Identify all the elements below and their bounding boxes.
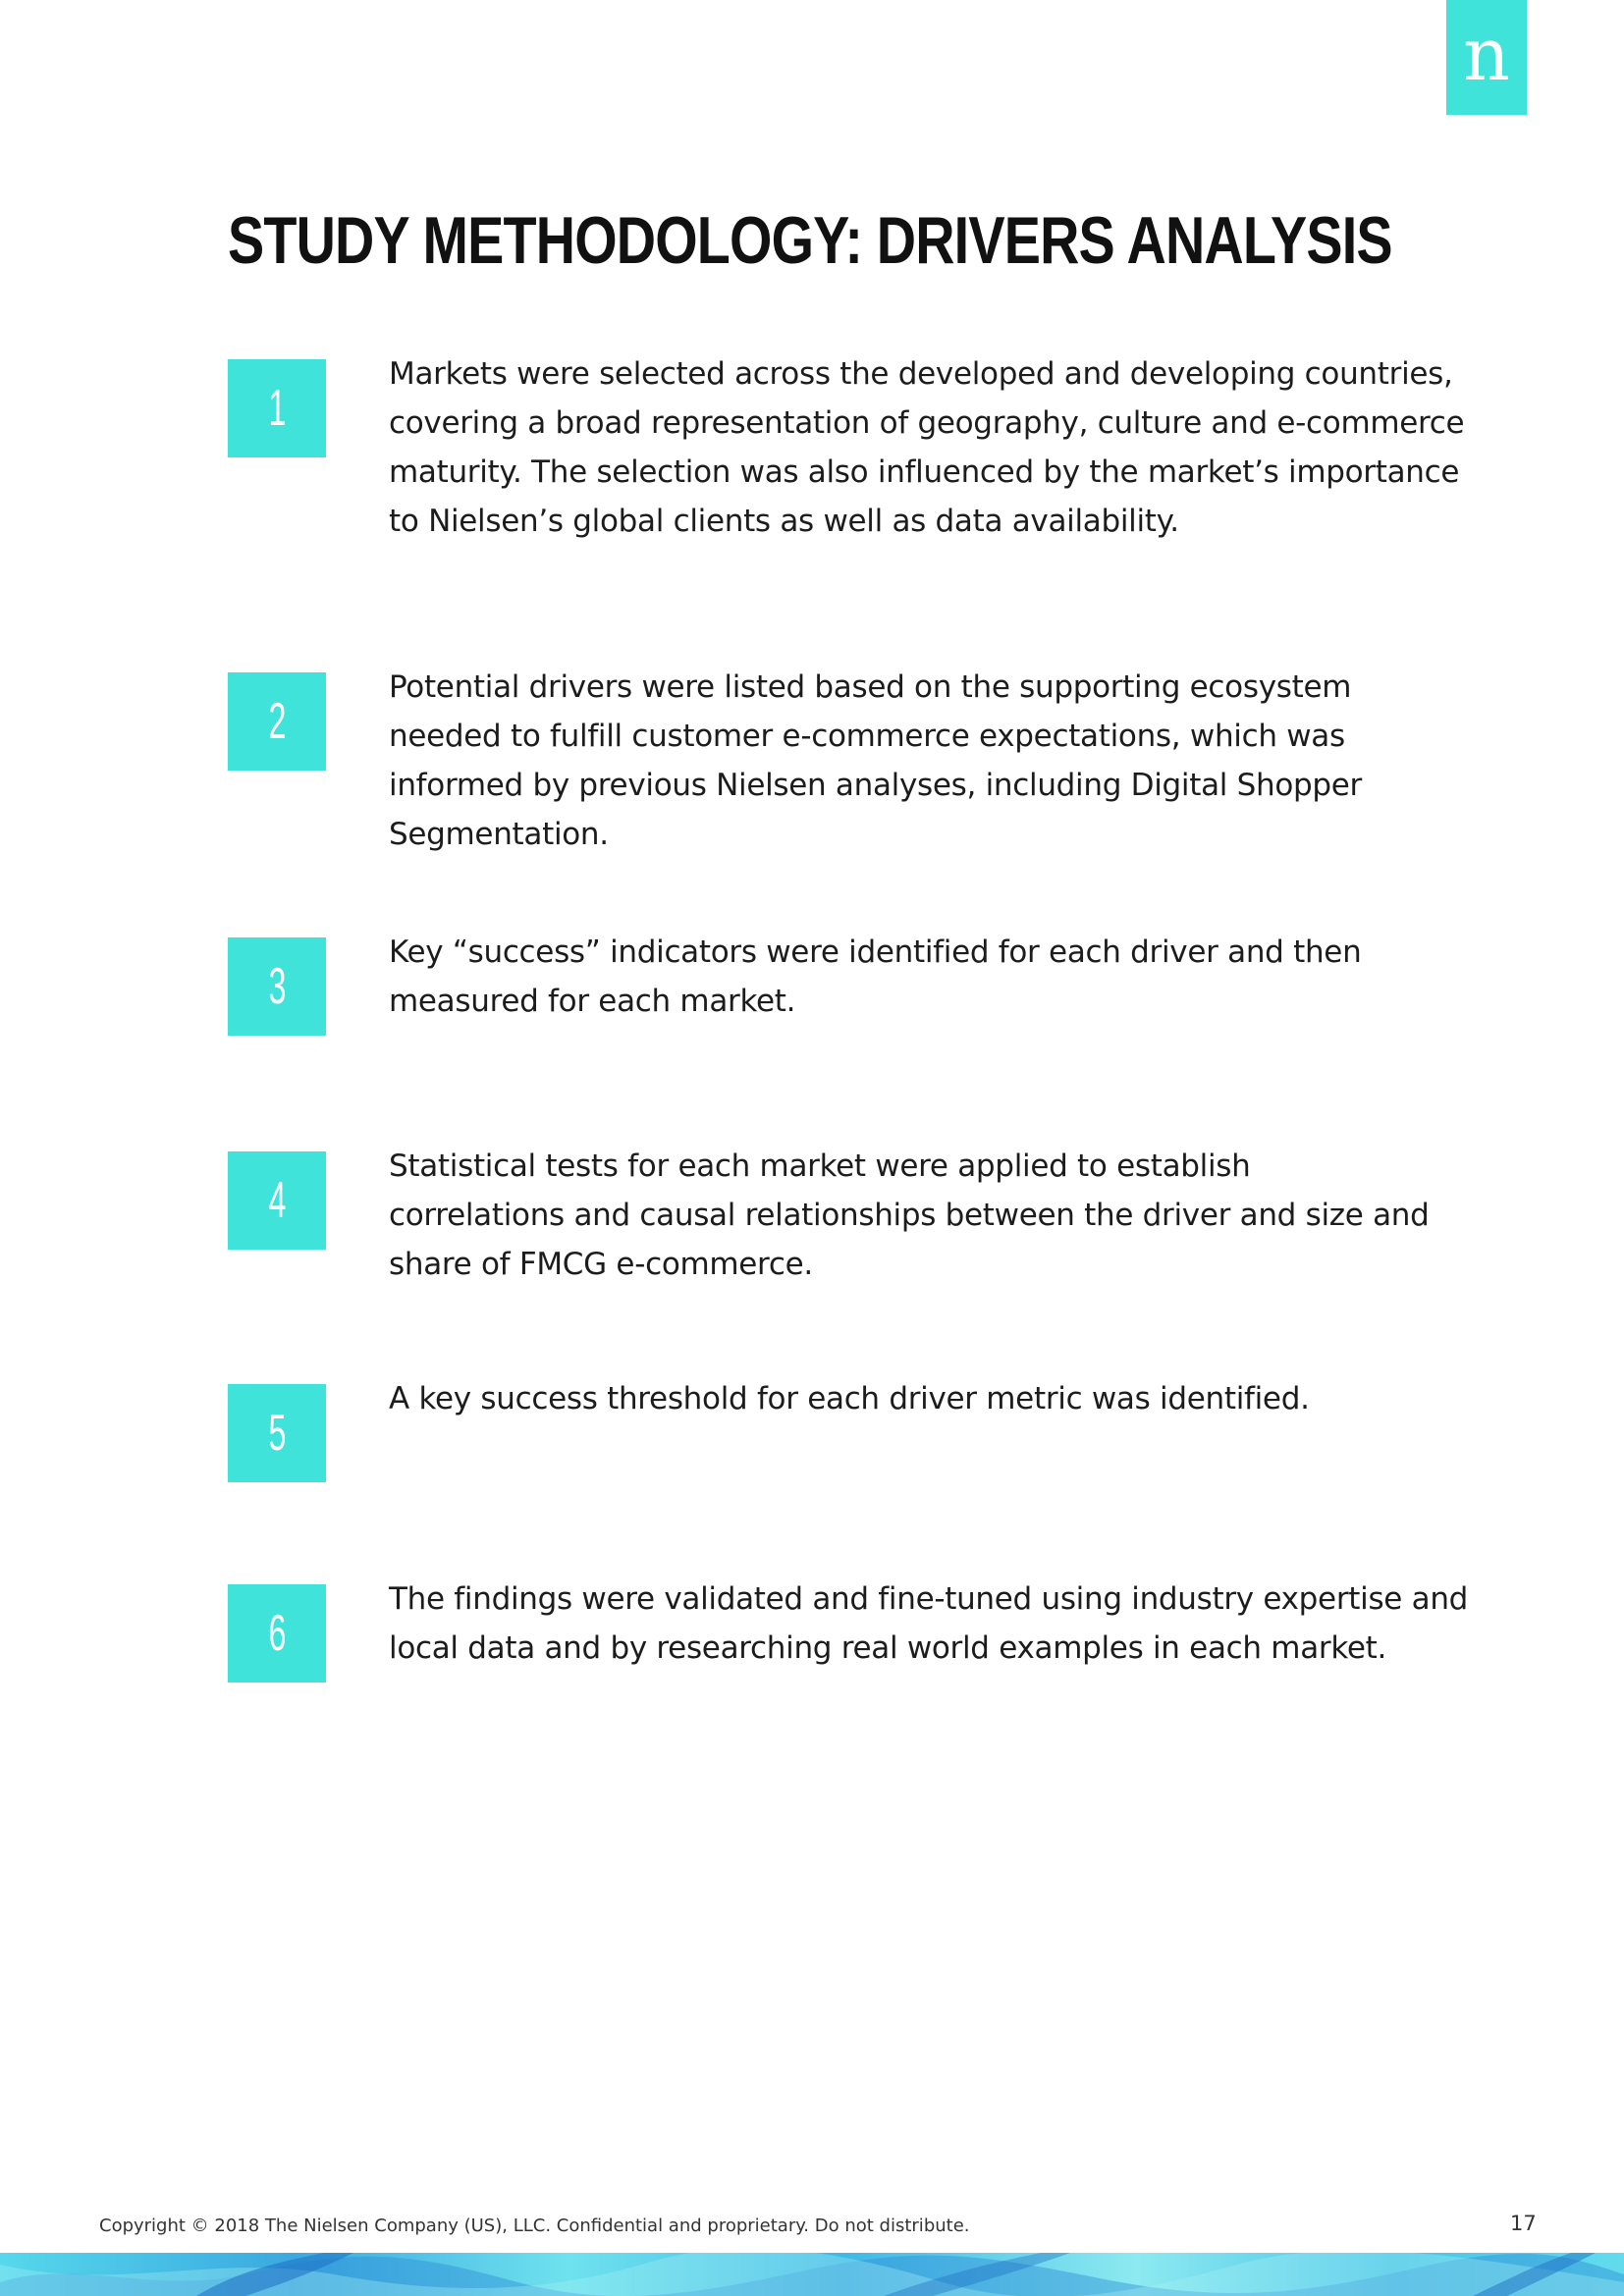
step-text: Potential drivers were listed based on the supporting ecosystem needed to fulfill customer e-commerce expectations, which was informed by previous Nielsen analyses, including Digital Shopper Segmentation. bbox=[389, 669, 1362, 852]
step-text: Markets were selected across the developed and developing countries, covering a broad representation of geography, culture and e-commerce maturity. The selection was also influenced by the market’s importance to Nielsen’s global clients as well as data availability. bbox=[389, 356, 1465, 539]
step-number-badge bbox=[228, 937, 326, 1036]
step-number: 3 bbox=[268, 958, 286, 1015]
step-number-badge bbox=[228, 1384, 326, 1482]
step-number-badge bbox=[228, 1584, 326, 1682]
page-title: STUDY METHODOLOGY: DRIVERS ANALYSIS bbox=[228, 203, 1392, 278]
step-text: The findings were validated and fine-tuned using industry expertise and local data and by researching real world examples in each market. bbox=[389, 1581, 1469, 1666]
step-text: A key success threshold for each driver metric was identified. bbox=[389, 1381, 1310, 1416]
step-number-badge bbox=[228, 672, 326, 771]
logo-letter: n bbox=[1463, 12, 1510, 97]
step-number: 1 bbox=[268, 380, 286, 437]
step-number-badge bbox=[228, 1151, 326, 1250]
step-number: 5 bbox=[268, 1405, 286, 1462]
step-number: 2 bbox=[268, 693, 286, 750]
nielsen-logo bbox=[1446, 0, 1527, 115]
step-number: 4 bbox=[268, 1172, 286, 1229]
step-number-badge bbox=[228, 359, 326, 457]
wave-pattern bbox=[0, 2253, 1624, 2296]
step-text: Key “success” indicators were identified for each driver and then measured for each market. bbox=[389, 934, 1362, 1019]
copyright-notice: Copyright © 2018 The Nielsen Company (US), LLC. Confidential and proprietary. Do not distribute. bbox=[99, 2216, 970, 2236]
page-number: 17 bbox=[1510, 2212, 1537, 2235]
decorative-wave-band bbox=[0, 2253, 1624, 2296]
step-number: 6 bbox=[268, 1605, 286, 1662]
step-text: Statistical tests for each market were applied to establish correlations and causal relationships between the driver and size and share of FMCG e-commerce. bbox=[389, 1148, 1430, 1282]
